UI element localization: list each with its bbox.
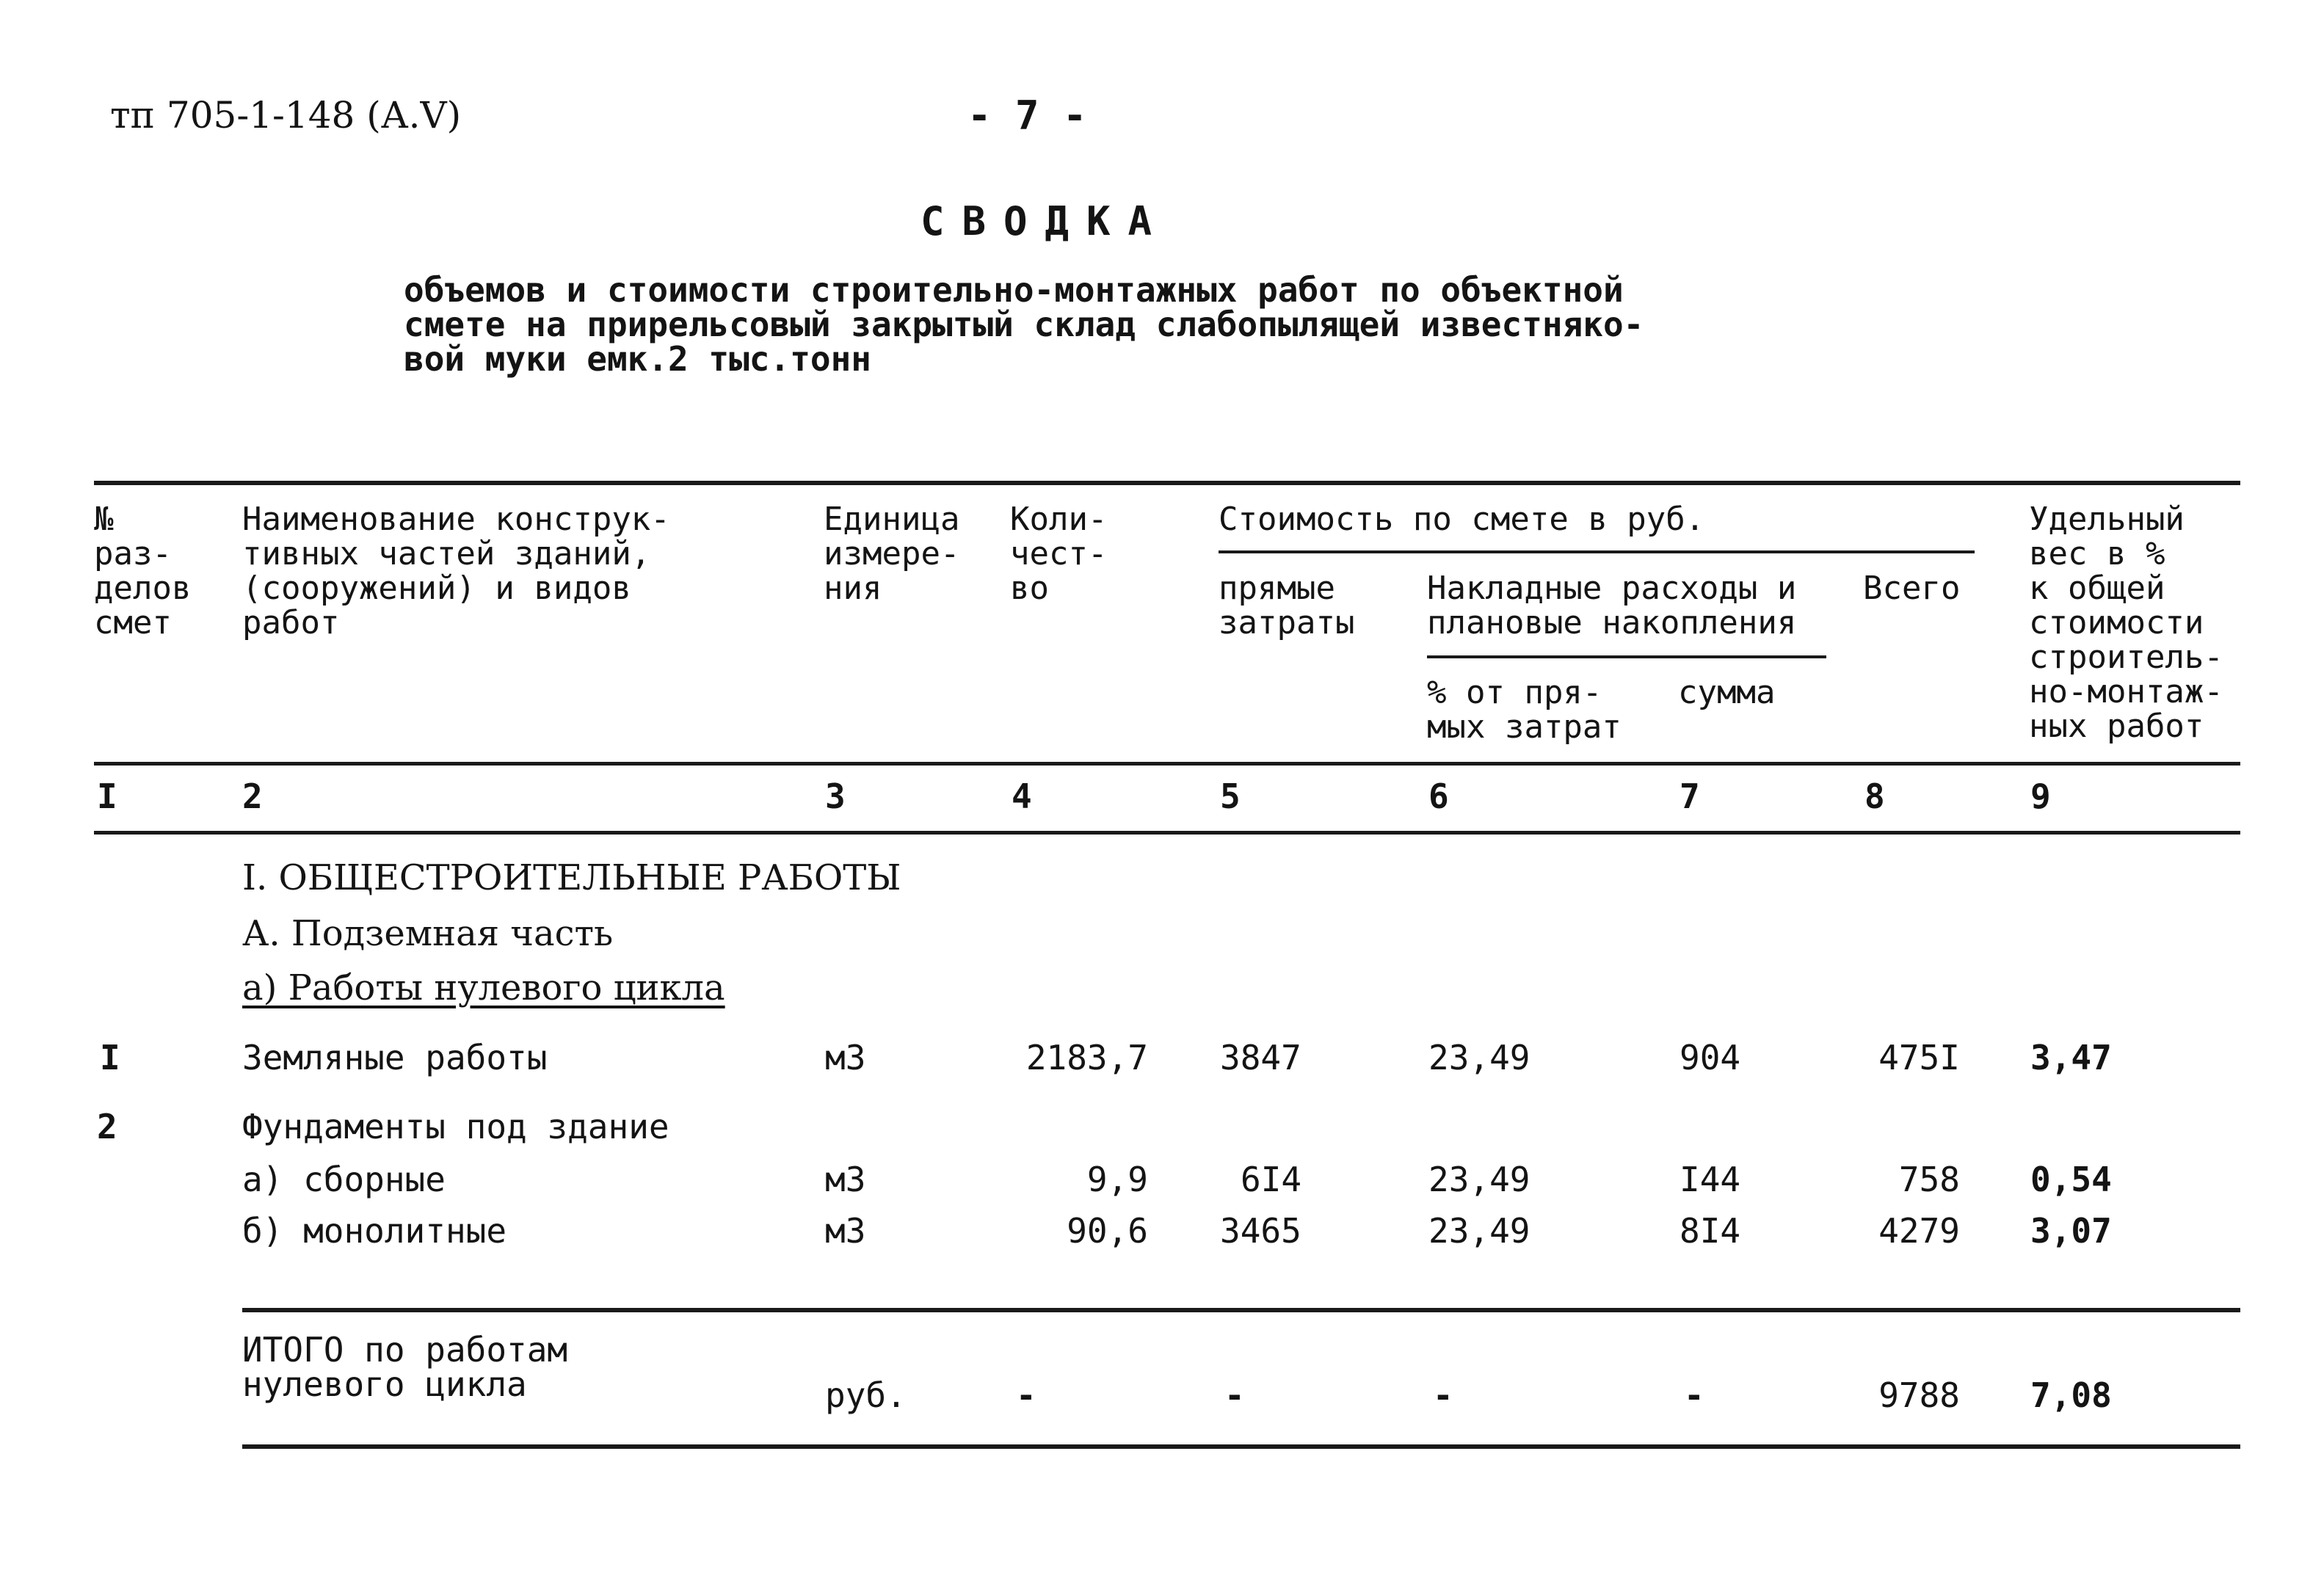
column-number: 5 [1220,777,1241,816]
document-code: тп 705-1-148 (А.V) [110,94,462,137]
header-name: Наименование конструк- тивных частей зданий, (сооружений) и видов работ [242,501,670,641]
header-bottom-rule [94,762,2240,766]
row-share: 3,47 [2030,1038,2112,1077]
cost-group-rule [1219,550,1975,553]
row-total: 758 [1898,1160,1960,1199]
row-name: б) монолитные [242,1211,507,1251]
total-bottom-rule [242,1444,2240,1449]
row-pct: 23,49 [1428,1160,1530,1199]
row-pct: 23,49 [1428,1038,1530,1077]
overhead-group-rule [1427,655,1826,658]
row-share: 3,07 [2030,1211,2112,1251]
total-row-total: 9788 [1878,1375,1960,1415]
header-cost: Стоимость по смете в руб. [1219,501,1705,538]
subsection-heading: А. Подземная часть [242,913,614,954]
row-sum: 904 [1680,1038,1741,1077]
row-share: 0,54 [2030,1160,2112,1199]
header-pct: % от пря- мых затрат [1427,674,1622,746]
row-unit: м3 [825,1038,866,1077]
table-top-rule [94,481,2240,485]
row-name: а) сборные [242,1160,446,1199]
column-number: 3 [825,777,846,816]
row-sum: 8I4 [1680,1211,1741,1251]
column-number: 9 [2030,777,2051,816]
section-heading: I. ОБЩЕСТРОИТЕЛЬНЫЕ РАБОТЫ [242,857,901,898]
row-total: 4279 [1878,1211,1960,1251]
colnum-bottom-rule [94,831,2240,835]
header-sum: сумма [1678,674,1776,711]
column-number: 7 [1680,777,1700,816]
total-top-rule [242,1308,2240,1312]
row-direct: 3465 [1220,1211,1301,1251]
row-name: Фундаменты под здание [242,1107,669,1146]
total-row-name: ИТОГО по работам нулевого цикла [242,1330,568,1404]
column-number: 8 [1864,777,1885,816]
header-share: Удельный вес в % к общей стоимости строитель- но-монтаж- ных работ [2029,501,2223,745]
page-number: - 7 - [967,92,1087,139]
total-row-share: 7,08 [2030,1375,2112,1415]
document-subtitle: объемов и стоимости строительно-монтажных работ по объектной смете на прирельсовый закрытый склад слабопылящей известняко- вой муки емк.2 тыс.тонн [404,270,1644,379]
column-number: 6 [1428,777,1449,816]
header-total: Всего [1863,570,1961,607]
row-name: Земляные работы [242,1038,548,1077]
row-qty: 90,6 [1067,1211,1148,1251]
subsection-subheading: а) Работы нулевого цикла [242,967,725,1008]
header-unit: Единица измере- ния [824,501,960,607]
total-row-unit: руб. [825,1375,907,1415]
row-direct: 3847 [1220,1038,1301,1077]
total-row-pct: - [1433,1375,1453,1415]
row-qty: 2183,7 [1025,1038,1148,1077]
total-row-qty: - [1016,1375,1036,1415]
total-row-direct: - [1224,1375,1245,1415]
document-title: СВОДКА [920,198,1170,244]
header-section-no: № раз- делов смет [94,501,192,641]
row-number: 2 [97,1107,117,1146]
row-number: I [100,1038,120,1077]
row-qty: 9,9 [1086,1160,1148,1199]
header-qty: Коли- чест- во [1010,501,1108,607]
column-number: I [97,777,117,816]
row-unit: м3 [825,1211,866,1251]
row-unit: м3 [825,1160,866,1199]
row-total: 475I [1878,1038,1960,1077]
row-sum: I44 [1680,1160,1741,1199]
row-direct: 6I4 [1241,1160,1302,1199]
header-direct: прямые затраты [1219,570,1355,641]
column-number: 2 [242,777,263,816]
row-pct: 23,49 [1428,1211,1530,1251]
total-row-sum: - [1684,1375,1704,1415]
header-overhead: Накладные расходы и плановые накопления [1427,570,1797,641]
column-number: 4 [1012,777,1032,816]
